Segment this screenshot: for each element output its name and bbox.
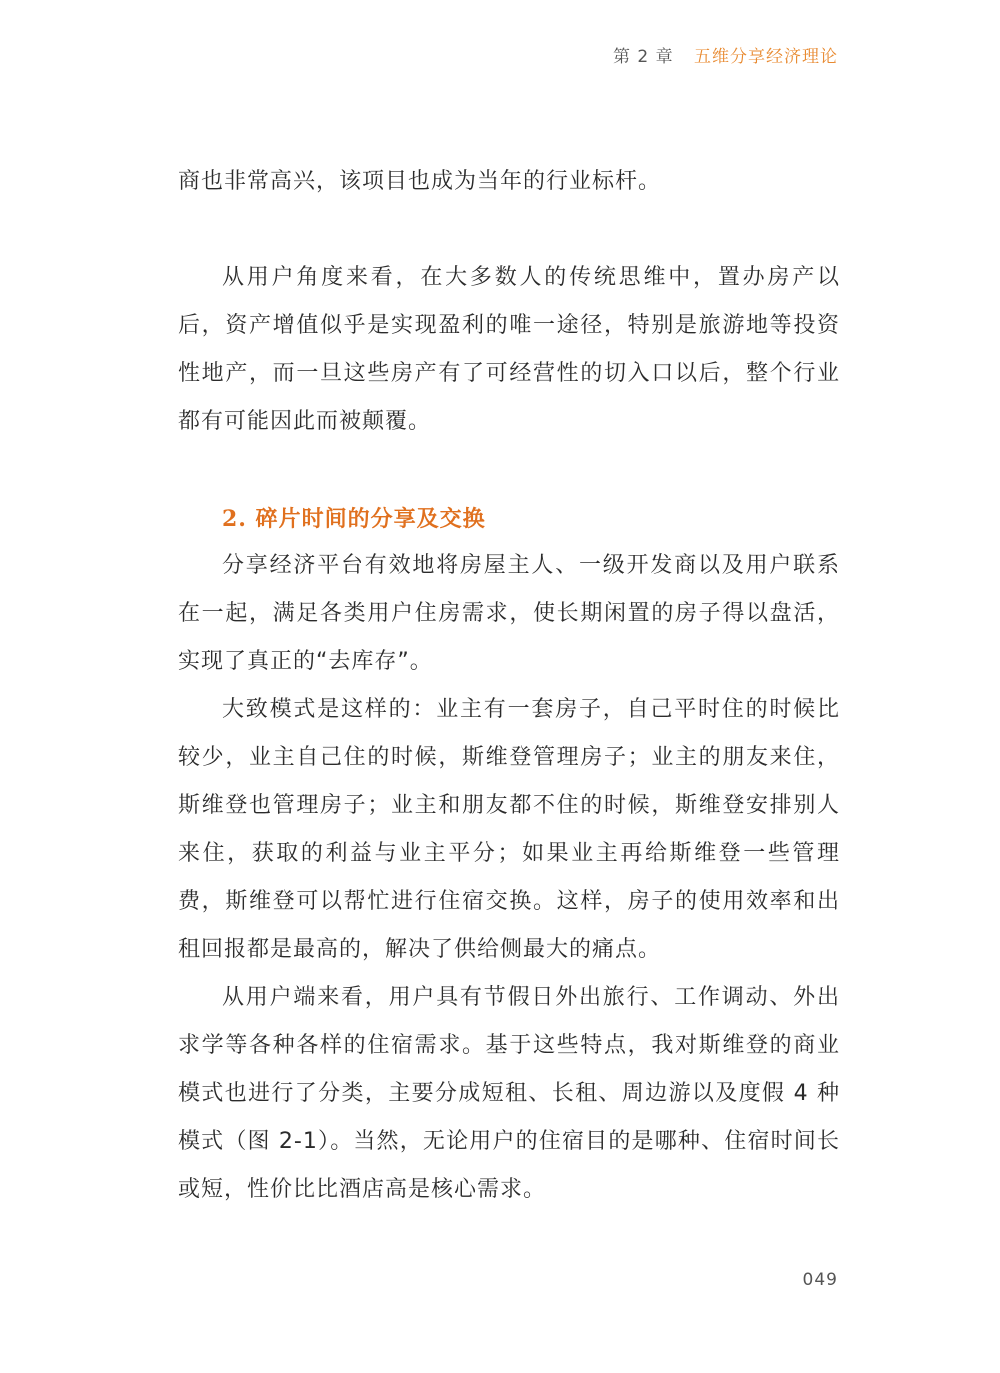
- paragraph: 从用户角度来看，在大多数人的传统思维中，置办房产以后，资产增值似乎是实现盈利的唯一途径，特别是旅游地等投资性地产，而一旦这些房产有了可经营性的切入口以后，整个行业都有可能因此而被颠覆。: [178, 265, 840, 434]
- running-header: [613, 42, 838, 67]
- paragraph: 分享经济平台有效地将房屋主人、一级开发商以及用户联系在一起，满足各类用户住房需求，使长期闲置的房子得以盘活，实现了真正的“去库存”。: [178, 553, 840, 674]
- chapter-number: 第 2 章: [612, 47, 674, 67]
- user-perspective-block: [178, 254, 840, 446]
- chapter-title: 五维分享经济理论: [694, 47, 838, 67]
- section-heading: 2. 碎片时间的分享及交换: [222, 506, 486, 532]
- continued-paragraph-block: [178, 158, 840, 206]
- page-number: 049: [802, 1270, 838, 1290]
- paragraph: 大致模式是这样的：业主有一套房子，自己平时住的时候比较少，业主自己住的时候，斯维登管理房子；业主的朋友来住，斯维登也管理房子；业主和朋友都不住的时候，斯维登安排别人来住，获取的利益与业主平分；如果业主再给斯维登一些管理费，斯维登可以帮忙进行住宿交换。这样，房子的使用效率和出租回报都是最高的，解决了供给侧最大的痛点。: [178, 697, 840, 962]
- paragraph: 商也非常高兴，该项目也成为当年的行业标杆。: [178, 169, 662, 194]
- paragraph: 从用户端来看，用户具有节假日外出旅行、工作调动、外出求学等各种各样的住宿需求。基于这些特点，我对斯维登的商业模式也进行了分类，主要分成短租、长租、周边游以及度假 4 种模式（图 2-1）。当然，无论用户的住宿目的是哪种、住宿时间长或短，性价比比酒店高是核心需求。: [178, 985, 840, 1202]
- section-body: [178, 542, 840, 1214]
